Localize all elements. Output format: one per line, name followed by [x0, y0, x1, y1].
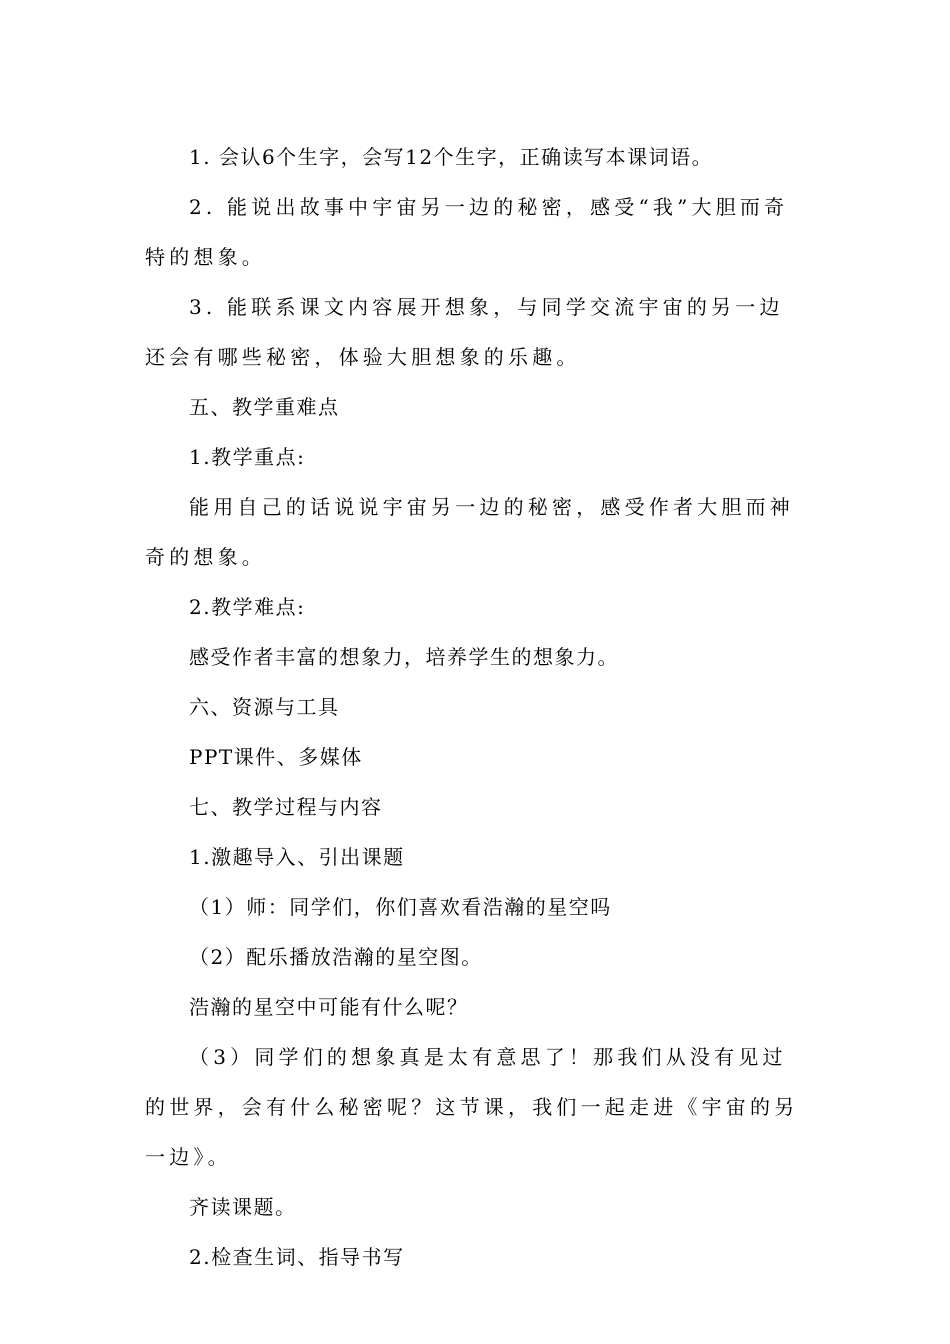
key-point-text: 能用自己的话说说宇宙另一边的秘密，感受作者大胆而神奇的想象。: [145, 495, 794, 569]
section-heading-key-points: 五、教学重难点: [189, 395, 340, 419]
step-1-read-title: 齐读课题。: [189, 1195, 297, 1219]
resources-text: PPT课件、多媒体: [189, 745, 363, 769]
step-1-item-2: （2）配乐播放浩瀚的星空图。: [189, 945, 483, 969]
step-1-item-3: （3）同学们的想象真是太有意思了！那我们从没有见过的世界，会有什么秘密呢？这节课，我们一起走进《宇宙的另一边》。: [145, 1045, 799, 1169]
step-1-item-1: （1）师：同学们，你们喜欢看浩瀚的星空吗: [189, 895, 612, 919]
step-1-heading: 1.激趣导入、引出课题: [189, 845, 405, 869]
subheading-difficulty: 2.教学难点:: [189, 595, 306, 619]
subheading-key-point: 1.教学重点:: [189, 445, 306, 469]
objective-3: 3. 能联系课文内容展开想象，与同学交流宇宙的另一边还会有哪些秘密，体验大胆想象的乐趣。: [145, 295, 784, 369]
objective-2: 2. 能说出故事中宇宙另一边的秘密，感受“我”大胆而奇特的想象。: [145, 195, 789, 269]
document-body: [145, 132, 805, 1282]
section-heading-resources: 六、资源与工具: [189, 695, 340, 719]
step-2-heading: 2.检查生词、指导书写: [189, 1245, 405, 1269]
objective-1: 1. 会认6个生字，会写12个生字，正确读写本课词语。: [189, 145, 714, 169]
step-1-question: 浩瀚的星空中可能有什么呢？: [189, 995, 469, 1019]
section-heading-process: 七、教学过程与内容: [189, 795, 383, 819]
difficulty-text: 感受作者丰富的想象力，培养学生的想象力。: [189, 645, 619, 669]
